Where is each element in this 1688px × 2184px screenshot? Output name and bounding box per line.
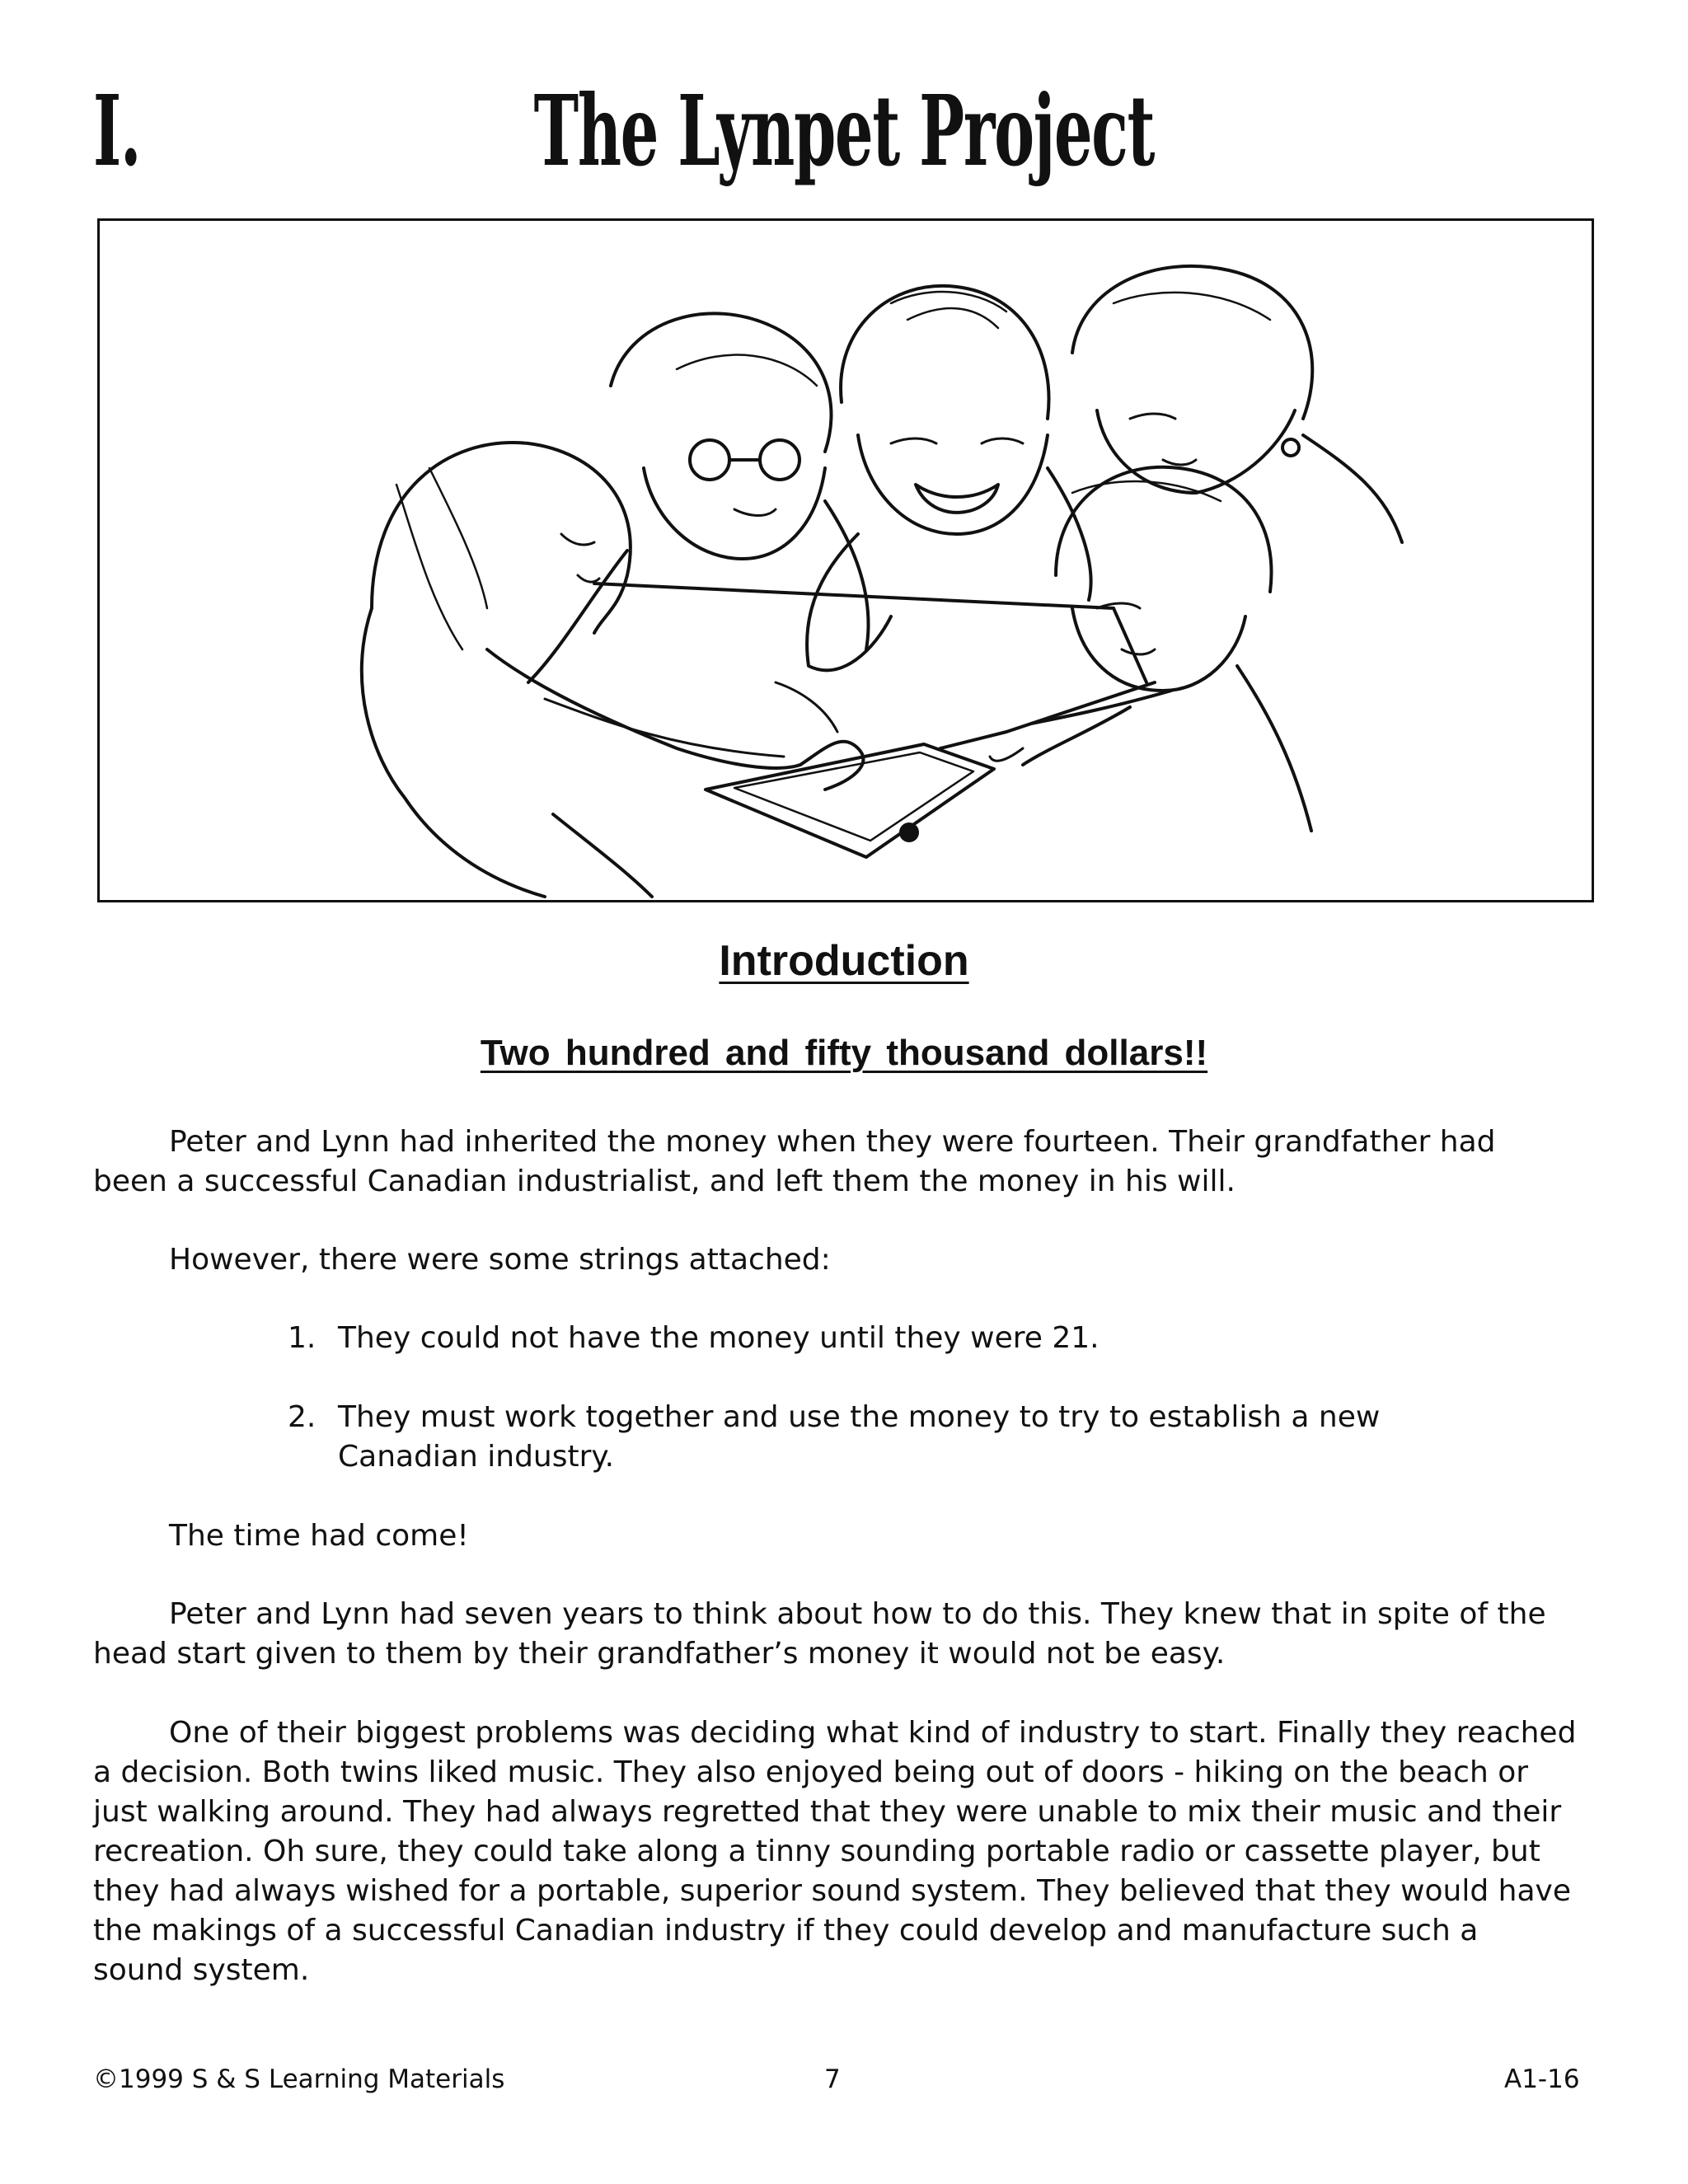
- page-title: [0, 73, 1688, 188]
- page-number: 7: [824, 2064, 841, 2094]
- section-heading: Introduction: [719, 937, 969, 985]
- paragraph-3: The time had come!: [169, 1519, 469, 1553]
- subheading: Two hundred and fifty thousand dollars!!: [480, 1033, 1208, 1073]
- list-item: [290, 1319, 1526, 1358]
- document-code: A1-16: [1504, 2064, 1580, 2094]
- list-item: [290, 1398, 1526, 1477]
- paragraph-2: However, there were some strings attached:: [169, 1243, 831, 1277]
- list-number: 2.: [288, 1400, 316, 1434]
- chapter-number: I.: [93, 73, 141, 188]
- paragraph-1: Peter and Lynn had inherited the money when they were fourteen. Their grandfather had been a successful Canadian industrialist, and left them the money in his will.: [93, 1125, 1496, 1198]
- group-meeting-illustration-icon: [100, 221, 1592, 900]
- paragraph-4: Peter and Lynn had seven years to think about how to do this. They knew that in spite of the head start given to them by their grandfather’s money it would not be easy.: [93, 1597, 1546, 1671]
- page-title-text: The Lynpet Project: [533, 73, 1155, 188]
- list-number: 1.: [288, 1321, 316, 1355]
- list-text: They could not have the money until they were 21.: [338, 1321, 1100, 1355]
- paragraph-5: One of their biggest problems was deciding what kind of industry to start. Finally they reached a decision. Both twins liked music. They also enjoyed being out of doors - hiking on the beach or just walking around. They had always regretted that they were unable to mix their music and their recreation. Oh sure, they could take along a tinny sounding portable radio or cassette player, but they had always wished for a portable, superior sound system. They believed that they would have the makings of a successful Canadian industry if they could develop and manufacture such a sound system.: [93, 1716, 1577, 1987]
- illustration-frame: [97, 218, 1594, 902]
- list-text: They must work together and use the money to try to establish a new Canadian industry.: [338, 1400, 1381, 1474]
- copyright-notice: ©1999 S & S Learning Materials: [93, 2064, 505, 2094]
